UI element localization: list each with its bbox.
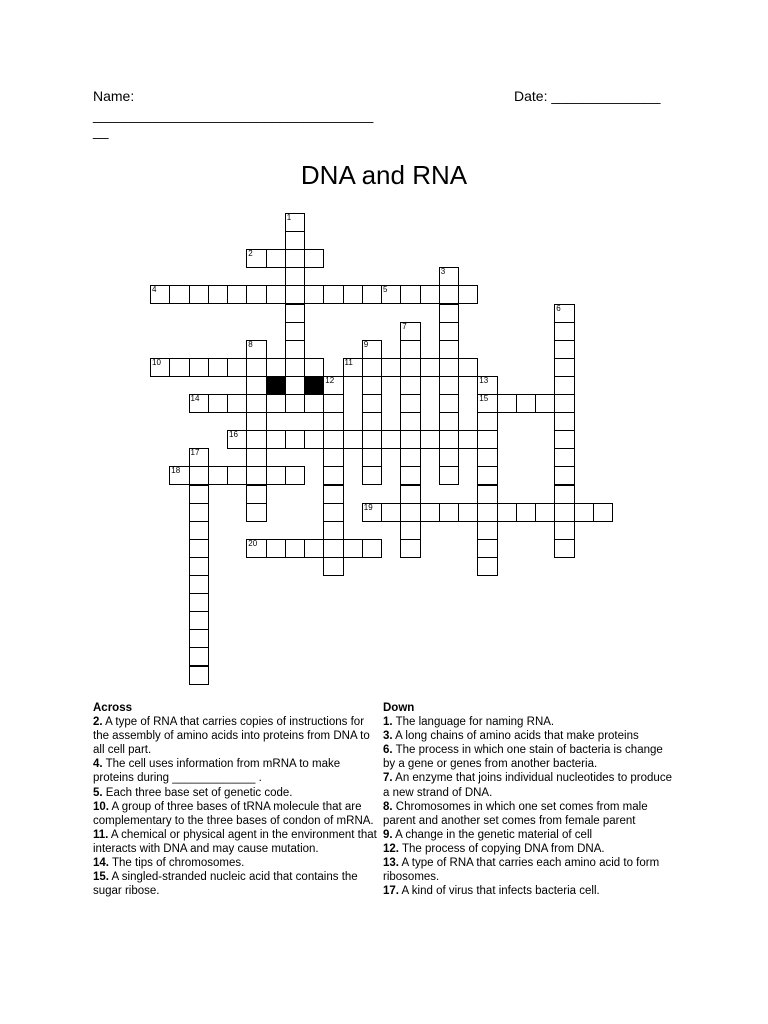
crossword-cell[interactable] (400, 285, 420, 304)
crossword-cell[interactable] (285, 430, 305, 449)
crossword-cell[interactable] (439, 285, 459, 304)
page-title: DNA and RNA (300, 160, 468, 190)
crossword-cell[interactable] (227, 466, 247, 485)
clue-number: 15. (93, 871, 109, 884)
crossword-cell[interactable] (400, 340, 420, 359)
crossword-cell[interactable] (189, 647, 209, 666)
crossword-cell[interactable] (189, 629, 209, 648)
crossword-cell[interactable] (400, 412, 420, 431)
crossword-cell[interactable] (246, 503, 266, 522)
clue-item (383, 729, 675, 743)
down-clue-list (383, 715, 675, 898)
crossword-cell[interactable] (189, 358, 209, 377)
down-clues (383, 701, 675, 898)
cell-number: 14 (190, 394, 200, 403)
clue-text: A chemical or physical agent in the environment that interacts with DNA and may cause mutation. (93, 828, 377, 855)
clue-item (383, 842, 675, 856)
crossword-cell[interactable] (458, 285, 478, 304)
crossword-cell[interactable] (477, 412, 497, 431)
crossword-cell[interactable] (497, 394, 517, 413)
crossword-cell[interactable] (554, 503, 574, 522)
crossword-cell[interactable] (420, 285, 440, 304)
crossword-cell[interactable] (535, 394, 555, 413)
clue-number: 7. (383, 772, 393, 785)
crossword-cell[interactable] (420, 358, 440, 377)
clue-number: 11. (93, 828, 109, 841)
clue-item (383, 800, 675, 828)
crossword-cell[interactable] (477, 485, 497, 504)
crossword-cell[interactable] (554, 304, 574, 323)
crossword-cell[interactable] (497, 503, 517, 522)
crossword-cell[interactable] (246, 249, 266, 268)
crossword-cell[interactable] (189, 539, 209, 558)
crossword-cell[interactable] (285, 466, 305, 485)
crossword-cell[interactable] (323, 539, 343, 558)
crossword-cell[interactable] (400, 485, 420, 504)
crossword-cell[interactable] (285, 231, 305, 250)
crossword-cell[interactable] (285, 539, 305, 558)
crossword-cell[interactable] (246, 412, 266, 431)
crossword-cell[interactable] (304, 249, 324, 268)
crossword-cell[interactable] (285, 285, 305, 304)
cell-number: 8 (248, 339, 253, 349)
cell-number: 2 (248, 249, 253, 259)
crossword-cell[interactable] (266, 249, 286, 268)
crossword-cell[interactable] (285, 340, 305, 359)
crossword-cell[interactable] (362, 539, 382, 558)
cell-number: 1 (286, 213, 292, 222)
crossword-cell[interactable] (477, 503, 497, 522)
crossword-cell[interactable] (189, 593, 209, 612)
crossword-cell[interactable] (554, 358, 574, 377)
clue-text: An enzyme that joins individual nucleotides to produce a new strand of DNA. (383, 772, 672, 799)
crossword-cell[interactable] (304, 430, 324, 449)
cell-number: 6 (556, 303, 561, 313)
clue-number: 5. (93, 786, 103, 799)
crossword-cell[interactable] (574, 503, 594, 522)
crossword-cell[interactable] (362, 448, 382, 467)
crossword-cell[interactable] (400, 539, 420, 558)
cell-number: 18 (171, 466, 181, 476)
cell-number: 12 (325, 375, 335, 385)
crossword-cell[interactable] (554, 322, 574, 341)
clue-item (383, 715, 675, 729)
clue-item (93, 856, 381, 870)
clue-number: 1. (383, 716, 393, 729)
crossword-cell[interactable] (246, 340, 266, 359)
across-heading: Across (93, 702, 132, 714)
clue-text: The language for naming RNA. (392, 716, 555, 729)
crossword-cell[interactable] (189, 611, 209, 630)
crossword-cell[interactable] (323, 557, 343, 576)
clue-text: A type of RNA that carries each amino acid to form ribosomes. (383, 857, 660, 884)
cell-number: 4 (152, 285, 157, 295)
clue-text: A kind of virus that infects bacteria cell. (399, 885, 600, 898)
crossword-cell[interactable] (246, 466, 266, 485)
crossword-cell[interactable] (477, 466, 497, 485)
crossword-cell[interactable] (362, 358, 382, 377)
crossword-cell[interactable] (266, 358, 286, 377)
clue-text: A type of RNA that carries copies of instructions for the assembly of amino acids into proteins from DNA to all cell part. (93, 716, 370, 757)
name-blank-line: ____________________________________ __ (93, 107, 374, 139)
crossword-cell[interactable] (285, 358, 305, 377)
crossword-cell[interactable] (323, 521, 343, 540)
crossword-cell[interactable] (246, 376, 266, 395)
crossword-cell[interactable] (189, 575, 209, 594)
crossword-cell[interactable] (458, 430, 478, 449)
clue-text: A long chains of amino acids that make proteins (392, 730, 639, 743)
crossword-cell[interactable] (439, 448, 459, 467)
cell-number: 13 (479, 375, 489, 385)
crossword-cell[interactable] (323, 376, 343, 395)
crossword-cell[interactable] (554, 430, 574, 449)
crossword-cell[interactable] (362, 412, 382, 431)
crossword-cell[interactable] (285, 213, 305, 232)
crossword-cell[interactable] (189, 485, 209, 504)
crossword-cell[interactable] (477, 448, 497, 467)
clue-text: A singled-stranded nucleic acid that contains the sugar ribose. (93, 871, 358, 898)
crossword-cell[interactable] (516, 394, 536, 413)
clue-item (93, 715, 381, 757)
crossword-cell[interactable] (554, 485, 574, 504)
crossword-cell[interactable] (400, 448, 420, 467)
crossword-cell[interactable] (439, 267, 459, 286)
crossword-cell[interactable] (362, 430, 382, 449)
crossword-cell[interactable] (439, 412, 459, 431)
down-heading: Down (383, 702, 415, 714)
crossword-cell[interactable] (227, 430, 247, 449)
crossword-cell[interactable] (304, 394, 324, 413)
crossword-cell[interactable] (554, 466, 574, 485)
crossword-cell[interactable] (343, 430, 363, 449)
crossword-cell[interactable] (400, 394, 420, 413)
crossword-cell[interactable] (285, 249, 305, 268)
crossword-cell[interactable] (266, 466, 286, 485)
crossword-cell[interactable] (477, 394, 497, 413)
cell-number: 9 (363, 339, 369, 349)
crossword-cell[interactable] (439, 430, 459, 449)
crossword-cell[interactable] (439, 358, 459, 377)
across-clue-list (93, 715, 381, 898)
crossword-cell[interactable] (169, 285, 189, 304)
crossword-cell[interactable] (323, 485, 343, 504)
crossword-cell[interactable] (458, 503, 478, 522)
crossword-cell[interactable] (381, 430, 401, 449)
crossword-cell[interactable] (381, 358, 401, 377)
crossword-cell[interactable] (266, 285, 286, 304)
clue-text: Each three base set of genetic code. (102, 786, 293, 799)
crossword-cell[interactable] (554, 340, 574, 359)
crossword-cell[interactable] (593, 503, 613, 522)
crossword-cell[interactable] (169, 466, 189, 485)
clue-number: 9. (383, 828, 393, 841)
crossword-cell[interactable] (323, 394, 343, 413)
crossword-cell[interactable] (150, 285, 170, 304)
crossword-cell[interactable] (554, 448, 574, 467)
clue-number: 8. (383, 800, 393, 813)
crossword-cell[interactable] (208, 285, 228, 304)
crossword-cell[interactable] (400, 503, 420, 522)
cell-number: 3 (440, 267, 446, 277)
clue-item (383, 828, 675, 842)
clue-item (93, 800, 381, 828)
crossword-cell[interactable] (343, 539, 363, 558)
clue-text: The cell uses information from mRNA to make proteins during _____________ . (93, 758, 341, 785)
cell-number: 7 (402, 321, 407, 331)
clue-item (383, 743, 675, 771)
crossword-cell[interactable] (381, 285, 401, 304)
crossword-cell[interactable] (189, 285, 209, 304)
across-clues (93, 701, 381, 898)
crossword-cell[interactable] (246, 358, 266, 377)
crossword-cell[interactable] (362, 376, 382, 395)
crossword-block (304, 376, 324, 395)
crossword-cell[interactable] (400, 430, 420, 449)
crossword-cell[interactable] (246, 285, 266, 304)
crossword-cell[interactable] (304, 539, 324, 558)
crossword-cell[interactable] (400, 376, 420, 395)
clue-number: 6. (383, 744, 393, 757)
clue-number: 3. (383, 730, 393, 743)
crossword-cell[interactable] (266, 430, 286, 449)
crossword-cell[interactable] (439, 304, 459, 323)
crossword-cell[interactable] (304, 285, 324, 304)
cell-number: 16 (229, 430, 238, 440)
clue-item (383, 884, 675, 898)
cell-number: 10 (152, 357, 161, 367)
crossword-block (266, 376, 286, 395)
crossword-cell[interactable] (362, 394, 382, 413)
crossword-cell[interactable] (439, 322, 459, 341)
crossword-cell[interactable] (246, 485, 266, 504)
crossword-cell[interactable] (400, 521, 420, 540)
crossword-cell[interactable] (362, 285, 382, 304)
crossword-cell[interactable] (169, 358, 189, 377)
clue-text: A group of three bases of tRNA molecule that are complementary to the three bases of condon of mRNA. (93, 800, 374, 827)
crossword-cell[interactable] (323, 466, 343, 485)
cell-number: 19 (363, 502, 373, 512)
crossword-cell[interactable] (246, 394, 266, 413)
crossword-cell[interactable] (246, 539, 266, 558)
clue-text: Chromosomes in which one set comes from male parent and another set comes from female parent (383, 800, 648, 827)
crossword-cell[interactable] (400, 466, 420, 485)
clue-item (383, 856, 675, 884)
crossword-cell[interactable] (439, 503, 459, 522)
crossword-cell[interactable] (362, 466, 382, 485)
crossword-cell[interactable] (554, 376, 574, 395)
crossword-cell[interactable] (516, 503, 536, 522)
clue-number: 17. (383, 885, 399, 898)
crossword-cell[interactable] (343, 358, 363, 377)
crossword-cell[interactable] (266, 539, 286, 558)
crossword-cell[interactable] (285, 304, 305, 323)
clue-number: 4. (93, 758, 103, 771)
crossword-cell[interactable] (208, 358, 228, 377)
crossword-cell[interactable] (246, 448, 266, 467)
crossword-cell[interactable] (304, 358, 324, 377)
crossword-cell[interactable] (227, 285, 247, 304)
clue-text: The tips of chromosomes. (109, 857, 245, 870)
crossword-cell[interactable] (439, 394, 459, 413)
crossword-cell[interactable] (323, 503, 343, 522)
clue-number: 13. (383, 857, 399, 870)
crossword-cell[interactable] (362, 340, 382, 359)
crossword-cell[interactable] (477, 376, 497, 395)
crossword-cell[interactable] (323, 430, 343, 449)
crossword-cell[interactable] (189, 466, 209, 485)
crossword-cell[interactable] (343, 285, 363, 304)
clue-number: 2. (93, 716, 103, 729)
crossword-cell[interactable] (323, 412, 343, 431)
crossword-cell[interactable] (420, 503, 440, 522)
crossword-cell[interactable] (400, 322, 420, 341)
crossword-cell[interactable] (285, 394, 305, 413)
clue-text: The process of copying DNA from DNA. (399, 842, 605, 855)
crossword-cell[interactable] (477, 557, 497, 576)
crossword-cell[interactable] (189, 666, 209, 685)
crossword-cell[interactable] (189, 448, 209, 467)
crossword-cell[interactable] (400, 358, 420, 377)
crossword-cell[interactable] (208, 466, 228, 485)
crossword-cell[interactable] (285, 376, 305, 395)
cell-number: 20 (248, 538, 258, 548)
crossword-cell[interactable] (189, 503, 209, 522)
clue-number: 12. (383, 842, 399, 855)
crossword-cell[interactable] (439, 340, 459, 359)
clue-number: 14. (93, 857, 109, 870)
crossword-cell[interactable] (535, 503, 555, 522)
crossword-cell[interactable] (362, 503, 382, 522)
crossword-cell[interactable] (477, 430, 497, 449)
clue-item (93, 828, 381, 856)
crossword-cell[interactable] (323, 285, 343, 304)
crossword-cell[interactable] (285, 322, 305, 341)
clue-text: The process in which one stain of bacteria is change by a gene or genes from another bacteria. (383, 744, 663, 771)
clue-item (383, 771, 675, 799)
clue-item (93, 757, 381, 785)
crossword-cell[interactable] (477, 539, 497, 558)
crossword-cell[interactable] (458, 358, 478, 377)
crossword-cell[interactable] (150, 358, 170, 377)
crossword-cell[interactable] (477, 521, 497, 540)
crossword-cell[interactable] (381, 503, 401, 522)
name-label: Name: (93, 88, 135, 104)
date-label: Date: ______________ (514, 88, 661, 104)
crossword-cell[interactable] (420, 430, 440, 449)
crossword-cell[interactable] (554, 521, 574, 540)
clue-item (93, 786, 381, 800)
cell-number: 11 (344, 357, 353, 367)
clue-text: A change in the genetic material of cell (392, 828, 593, 841)
crossword-cell[interactable] (189, 557, 209, 576)
crossword-cell[interactable] (554, 394, 574, 413)
cell-number: 17 (190, 448, 200, 458)
crossword-cell[interactable] (285, 267, 305, 286)
clue-item (93, 870, 381, 898)
cell-number: 5 (383, 285, 388, 295)
crossword-cell[interactable] (246, 430, 266, 449)
crossword-cell[interactable] (439, 376, 459, 395)
clue-number: 10. (93, 800, 109, 813)
crossword-cell[interactable] (208, 394, 228, 413)
crossword-cell[interactable] (227, 358, 247, 377)
crossword-cell[interactable] (189, 521, 209, 540)
crossword-cell[interactable] (554, 412, 574, 431)
crossword-cell[interactable] (554, 539, 574, 558)
crossword-cell[interactable] (266, 394, 286, 413)
cell-number: 15 (479, 394, 489, 403)
crossword-cell[interactable] (439, 466, 459, 485)
crossword-cell[interactable] (227, 394, 247, 413)
crossword-cell[interactable] (189, 394, 209, 413)
crossword-cell[interactable] (323, 448, 343, 467)
